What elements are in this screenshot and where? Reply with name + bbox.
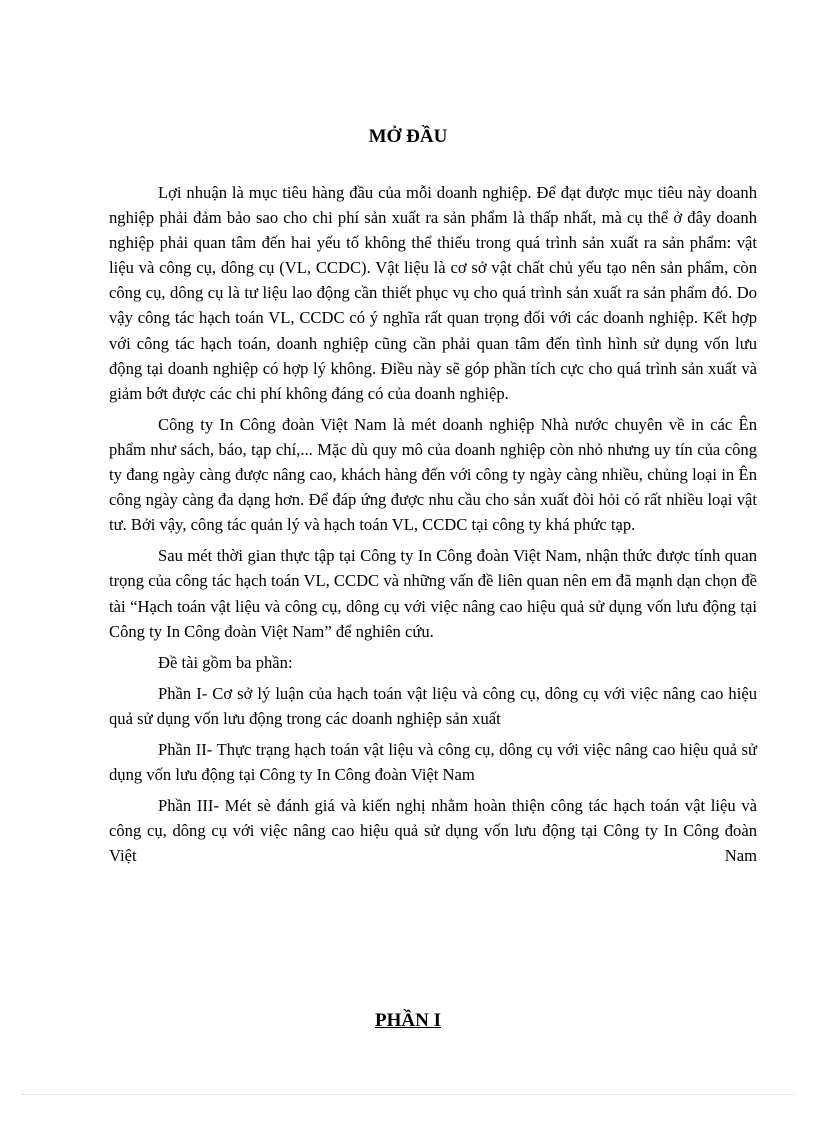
page-bottom-divider [22,1094,794,1095]
body-text [109,180,757,874]
paragraph-part-3: Phần III- Mét sè đánh giá và kiến nghị nhằm hoàn thiện công tác hạch toán vật liệu và công cụ, dông cụ với việc nâng cao hiệu quả sử dụng vốn lưu động tại Công ty In Công đoàn Việt Nam [109,796,757,866]
section-heading: PHẦN I [375,1010,441,1031]
page-title: MỞ ĐẦU [368,126,448,147]
paragraph-part-1: Phần I- Cơ sở lý luận của hạch toán vật liệu và công cụ, dông cụ với việc nâng cao hiệu quả sử dụng vốn lưu động trong các doanh nghiệp sản xuất [109,683,757,728]
paragraph-intro: Lợi nhuận là mục tiêu hàng đầu của mỗi doanh nghiệp. Để đạt được mục tiêu này doanh nghiệp phải đảm bảo sao cho chi phí sản xuất ra sản phẩm là thấp nhất, mà cụ thể ở đây doanh nghiệp phải quan tâm đến hai yếu tố không thể thiếu trong quá trình sản xuất ra sản phẩm: vật liệu và công cụ, dông cụ (VL, CCDC). Vật liệu là cơ sở vật chất chủ yếu tạo nên sản phẩm, còn công cụ, dông cụ là tư liệu lao động cần thiết phục vụ cho quá trình sản xuất ra sản phẩm đó. Do vậy công tác hạch toán VL, CCDC có ý nghĩa rất quan trọng đối với các doanh nghiệp. Kết hợp với công tác hạch toán, doanh nghiệp cũng cần phải quan tâm đến tình hình sử dụng vốn lưu động tại doanh nghiệp có hợp lý không. Điều này sẽ góp phần tích cực cho quá trình sản xuất và giảm bớt được các chi phí không đáng có của doanh nghiệp. [109,183,757,403]
paragraph-company: Công ty In Công đoàn Việt Nam là mét doanh nghiệp Nhà nước chuyên về in các Ên phẩm như sách, báo, tạp chí,... Mặc dù quy mô của doanh nghiệp còn nhỏ nhưng uy tín của công ty đang ngày càng được nâng cao, khách hàng đến với công ty ngày càng nhiều, chủng loại in Ên công ngày càng đa dạng hơn. Để đáp ứng được nhu cầu cho sản xuất đòi hỏi có rất nhiều loại vật tư. Bởi vậy, công tác quản lý và hạch toán VL, CCDC tại công ty khá phức tạp. [109,414,757,535]
paragraph-structure: Đề tài gồm ba phần: [158,652,293,672]
paragraph-part-2: Phần II- Thực trạng hạch toán vật liệu và công cụ, dông cụ với việc nâng cao hiệu quả sử dụng vốn lưu động tại Công ty In Công đoàn Việt Nam [109,739,757,785]
paragraph-topic: Sau mét thời gian thực tập tại Công ty In Công đoàn Việt Nam, nhận thức được tính quan trọng của công tác hạch toán VL, CCDC và những vấn đề liên quan nên em đã mạnh dạn chọn đề tài “Hạch toán vật liệu và công cụ, dông cụ với việc nâng cao hiệu quả sử dụng vốn lưu động tại Công ty In Công đoàn Việt Nam” để nghiên cứu. [109,546,757,641]
